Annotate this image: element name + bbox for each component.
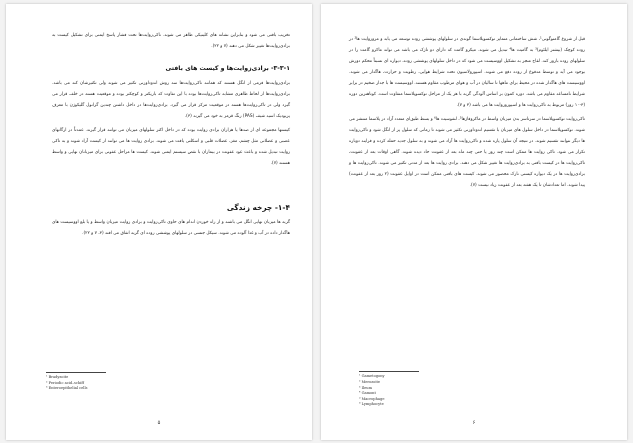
- footnote-divider: [359, 371, 419, 372]
- paragraph: تاکی‌زوایت توکسوپلاسما در سرتاسر بدن میزبان واسط در ماکروفاژها⁵، لنفوسیت ها⁶ و بسط طبق‌ای متعدد آزاد در پلاسما منتشر می شوند. توکسوپلاسما در داخل سلول های میزبان با تقسیم اندوداوزنی تکثیر می شوند تا زمانی که سلول پر از انگل شود و تاکی‌زوایت ها دیگر نتوانند تقسیم شوند. در نتیجه آن سلول پاره شده و تاکی‌زوایت ها آزاد می شوند و به سلول جدید حمله کرده و فرایند دوباره تکرار می شود. تاکی زوایت ها ممکن است چند روز یا حتی چند ماه بعد از عفونت حاد دیده شوند. گاهی اوقات بعد از عفونت، تاکی‌زوایت ها در کیست بافتی به برادی‌زوایت ها تغییر شکل می دهند. برادی زوایت ها بعد از مدتی تکثیر می شوند. تاکی‌زوایت ها و برادی‌زوایت ها در یک دیواره کیستی نازک محصور می شوند. کیست های بافتی ممکن است در اوایل عفونت (۲ روز بعد از عفونت) پیدا شوند. اما تعدادشان تا یک هفته بعد از عفونت زیاد نیست (۷).: [349, 117, 585, 188]
- footnote: ⁵ Macrophage: [359, 396, 385, 401]
- footnote: ⁶ Lymphocyte: [359, 402, 384, 407]
- chapter-heading: ۱-۴- چرخه زندگی: [226, 203, 290, 212]
- footnotes: [46, 372, 206, 392]
- page-number: ۵: [157, 420, 161, 426]
- section-heading: ۳-۳-۱- برادی‌زوایت‌ها و کیست های بافتی: [165, 65, 290, 72]
- footnote-divider: [46, 372, 106, 373]
- left-page-text: [52, 30, 290, 242]
- footnote: ² Merozoite: [359, 380, 381, 385]
- footnote: ⁴ Gamont: [359, 391, 376, 396]
- footnotes: [359, 371, 519, 408]
- paragraph: قبل از شروع گامتوگونی¹، شش ساختمانی متمایز توکسوپلاسما گوندی در سلولهای پوششی روده توسعه می یابد و مروزوایت ها² در روده کوچک (بیشتر ایلئوم)³ به گامیت ها⁴ تبدیل می شوند. میکرو گامت که دارای دو تاژک می باشد می تواند ماکرو گامت را در سلولهای روده بارور کند. لقاح منجر به تشکیل اووسیست می شود که در داخل سلولهای پوششی روده، دیواره ای نسبتاً محکم دورش بوجود می آید و توسط مدفوع از روده دفع می شوند. اسپورولاسیون تحت شرایط هوایی، رطوبت و حرارت، هاگدار می شوند. اووسیست های هاگدار شده در محیط برای ماهها تا سالیان در آب و هوای مرطوب مقاوم هستند. اووسیست ها با جدار ضخیم در برابر شرایط نامساعد مقاوم می باشد. دوره کمون بر اساس آلودگی گربه با هر یک از مراحل توکسوپلاسما متفاوت است. کوتاهترین دوره (۳-۱۰ روز) مربوط به تاکی‌زوایت ها و اسپوروزوایت ها می باشد (۳ و ۷).: [349, 37, 586, 108]
- right-page-text: [349, 34, 585, 194]
- paragraph: گربه ها میزبان نهایی انگل می باشند و از راه خوردن اندام های حاوی تاکی‌زوایت و برادی زوایت میزبان واسط و یا بلع اووسیست های هاگدار داده در آب و غذا آلوده می شوند. سیکل جنسی در سلولهای پوششی روده ای گربه اتفاق می افتد (۳، ۷ و ۲۲).: [52, 220, 290, 236]
- paragraph: برادی‌زوایت‌ها فرمی از انگل هستند که همانند ناکی‌زوایت‌ها سه روش اندوداوزنی تکثیر می شوند ولی تکثیرشان کند می باشد. برادی‌زوایت‌ها از لحاظ ظاهری مشابه تاکی‌زوایت‌ها بوده با این تفاوت که باریکتر و کوچکتر بوده و موقعیت هسته در خلف قرار می گیرد ولی در تاکی‌زوایت‌ها هسته در موقعیت مرکز قرار می گیرد. برادی‌زوایت‌ها در داخل داشتن چندین گرانول گلیکوژن با معرف پریودیک اسید شیف (PAS) رنگ قرمز به خود می گیرند (۳).: [52, 81, 290, 119]
- footnote: ¹ Gametogony: [359, 374, 385, 379]
- left-page: [6, 4, 312, 440]
- page-number: ۶: [472, 420, 476, 426]
- footnote: ³ Ileum: [359, 385, 373, 390]
- footnote: ³ Enteroepithelial cells: [46, 386, 88, 391]
- footnote: ¹ Bradyzoite: [46, 375, 69, 380]
- paragraph: کیستها مجموعه ای از صدها یا هزاران برادی زوایت بوده که در داخل اکثر سلولهای میزبان می توانند قرار گیرند. عمدتاً در ارگانهای عصبی و عضلانی مثل چشم، مغز، عضلات قلبی و اسکلتی یافت می شوند. برادی زوایت ها می توانند از کیست آزاد شوند و به تاکی زوایت تبدیل شده و باعث عود عفونت در بیماران با نقص سیستم ایمنی شوند. کیست ها مراحل عفونی برای میزبانان نهایی و واسط هستند (۷).: [52, 128, 290, 166]
- right-page: [321, 4, 627, 440]
- paragraph: تخریب بافتی می شود و بنابراین نشانه های کلینیکی ظاهر می شوند. ناکی‌زوایت‌ها تحت فشار پاسخ ایمنی برای تشکیل کیست به برادی‌زوایت‌ها تغییر شکل می دهند (۷ و ۲۲).: [52, 33, 290, 49]
- footnote: ² Periodic acid–schiff: [46, 380, 84, 385]
